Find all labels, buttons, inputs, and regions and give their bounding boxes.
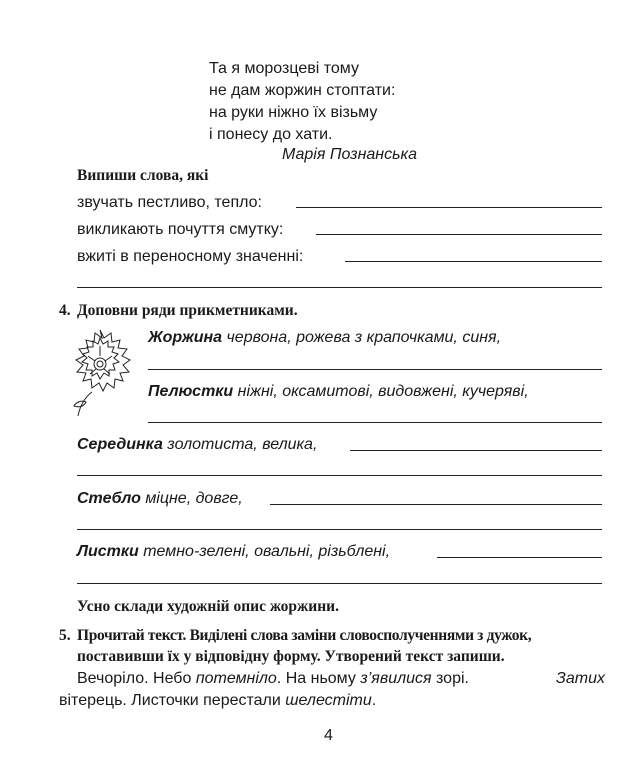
poem-line-1: Та я морозцеві тому [209,60,359,77]
emphasized-word: Затих [556,670,605,687]
answer-line[interactable] [296,207,602,208]
row-text: ніжні, оксамитові, видовжені, кучеряві, [233,383,529,400]
task4-title: Доповни ряди прикметниками. [77,302,298,319]
answer-line[interactable] [77,529,602,530]
write-item-3: вжиті в переносному значенні: [77,248,304,265]
answer-line[interactable] [316,234,602,235]
answer-line[interactable] [148,422,602,423]
row-zhorzhyna [148,329,501,347]
answer-line[interactable] [148,369,602,370]
answer-line[interactable] [270,504,602,505]
row-pelyustky [148,383,529,401]
row-text: темно-зелені, овальні, різьблені, [138,543,391,560]
row-text: міцне, довге, [140,490,243,507]
row-word: Листки [77,543,139,560]
write-heading: Випиши слова, які [77,167,209,184]
row-seredynka [77,436,317,454]
page-number: 4 [324,727,333,744]
task5-text-line-1 [77,670,605,688]
answer-line[interactable] [437,557,602,558]
task5-text-line-2 [59,692,376,710]
text-segment: вітерець. Листочки перестали [59,692,286,709]
row-steblo [77,490,243,508]
poem-line-2: не дам жоржин стоптати: [209,82,396,99]
emphasized-word: потемніло [195,670,277,687]
task5-title-2: поставивши їх у відповідну форму. Утворений текст запиши. [77,648,505,665]
answer-line[interactable] [345,261,602,262]
dahlia-flower-icon [62,326,138,418]
task4-number: 4. [59,302,71,319]
task5-title-1: Прочитай текст. Виділені слова заміни словосполученнями з дужок, [77,627,532,644]
row-word: Стебло [77,490,141,507]
answer-line[interactable] [77,287,602,288]
text-segment: . [371,692,377,709]
row-text: червона, рожева з крапочками, синя, [222,329,502,346]
emphasized-word: з’явилися [360,670,432,687]
task5-text-left [77,670,469,688]
poem-line-3: на руки ніжно їх візьму [209,104,378,121]
answer-line[interactable] [350,450,602,451]
row-word: Жоржина [148,329,223,346]
row-lystky [77,543,390,561]
text-segment: Вечоріло. Небо [77,670,196,687]
answer-line[interactable] [77,583,602,584]
poem-line-4: і понесу до хати. [209,126,333,143]
row-word: Пелюстки [148,383,234,400]
task5-number: 5. [59,627,71,644]
poem-author: Марія Познанська [282,146,417,163]
text-segment: зорі. [431,670,469,687]
answer-line[interactable] [77,475,602,476]
text-segment: . На ньому [276,670,361,687]
row-word: Серединка [77,436,163,453]
emphasized-word: шелестіти [285,692,372,709]
task4-oral: Усно склади художній опис жоржини. [77,598,339,615]
row-text: золотиста, велика, [162,436,318,453]
write-item-1: звучать пестливо, тепло: [77,194,262,211]
write-item-2: викликають почуття смутку: [77,221,284,238]
